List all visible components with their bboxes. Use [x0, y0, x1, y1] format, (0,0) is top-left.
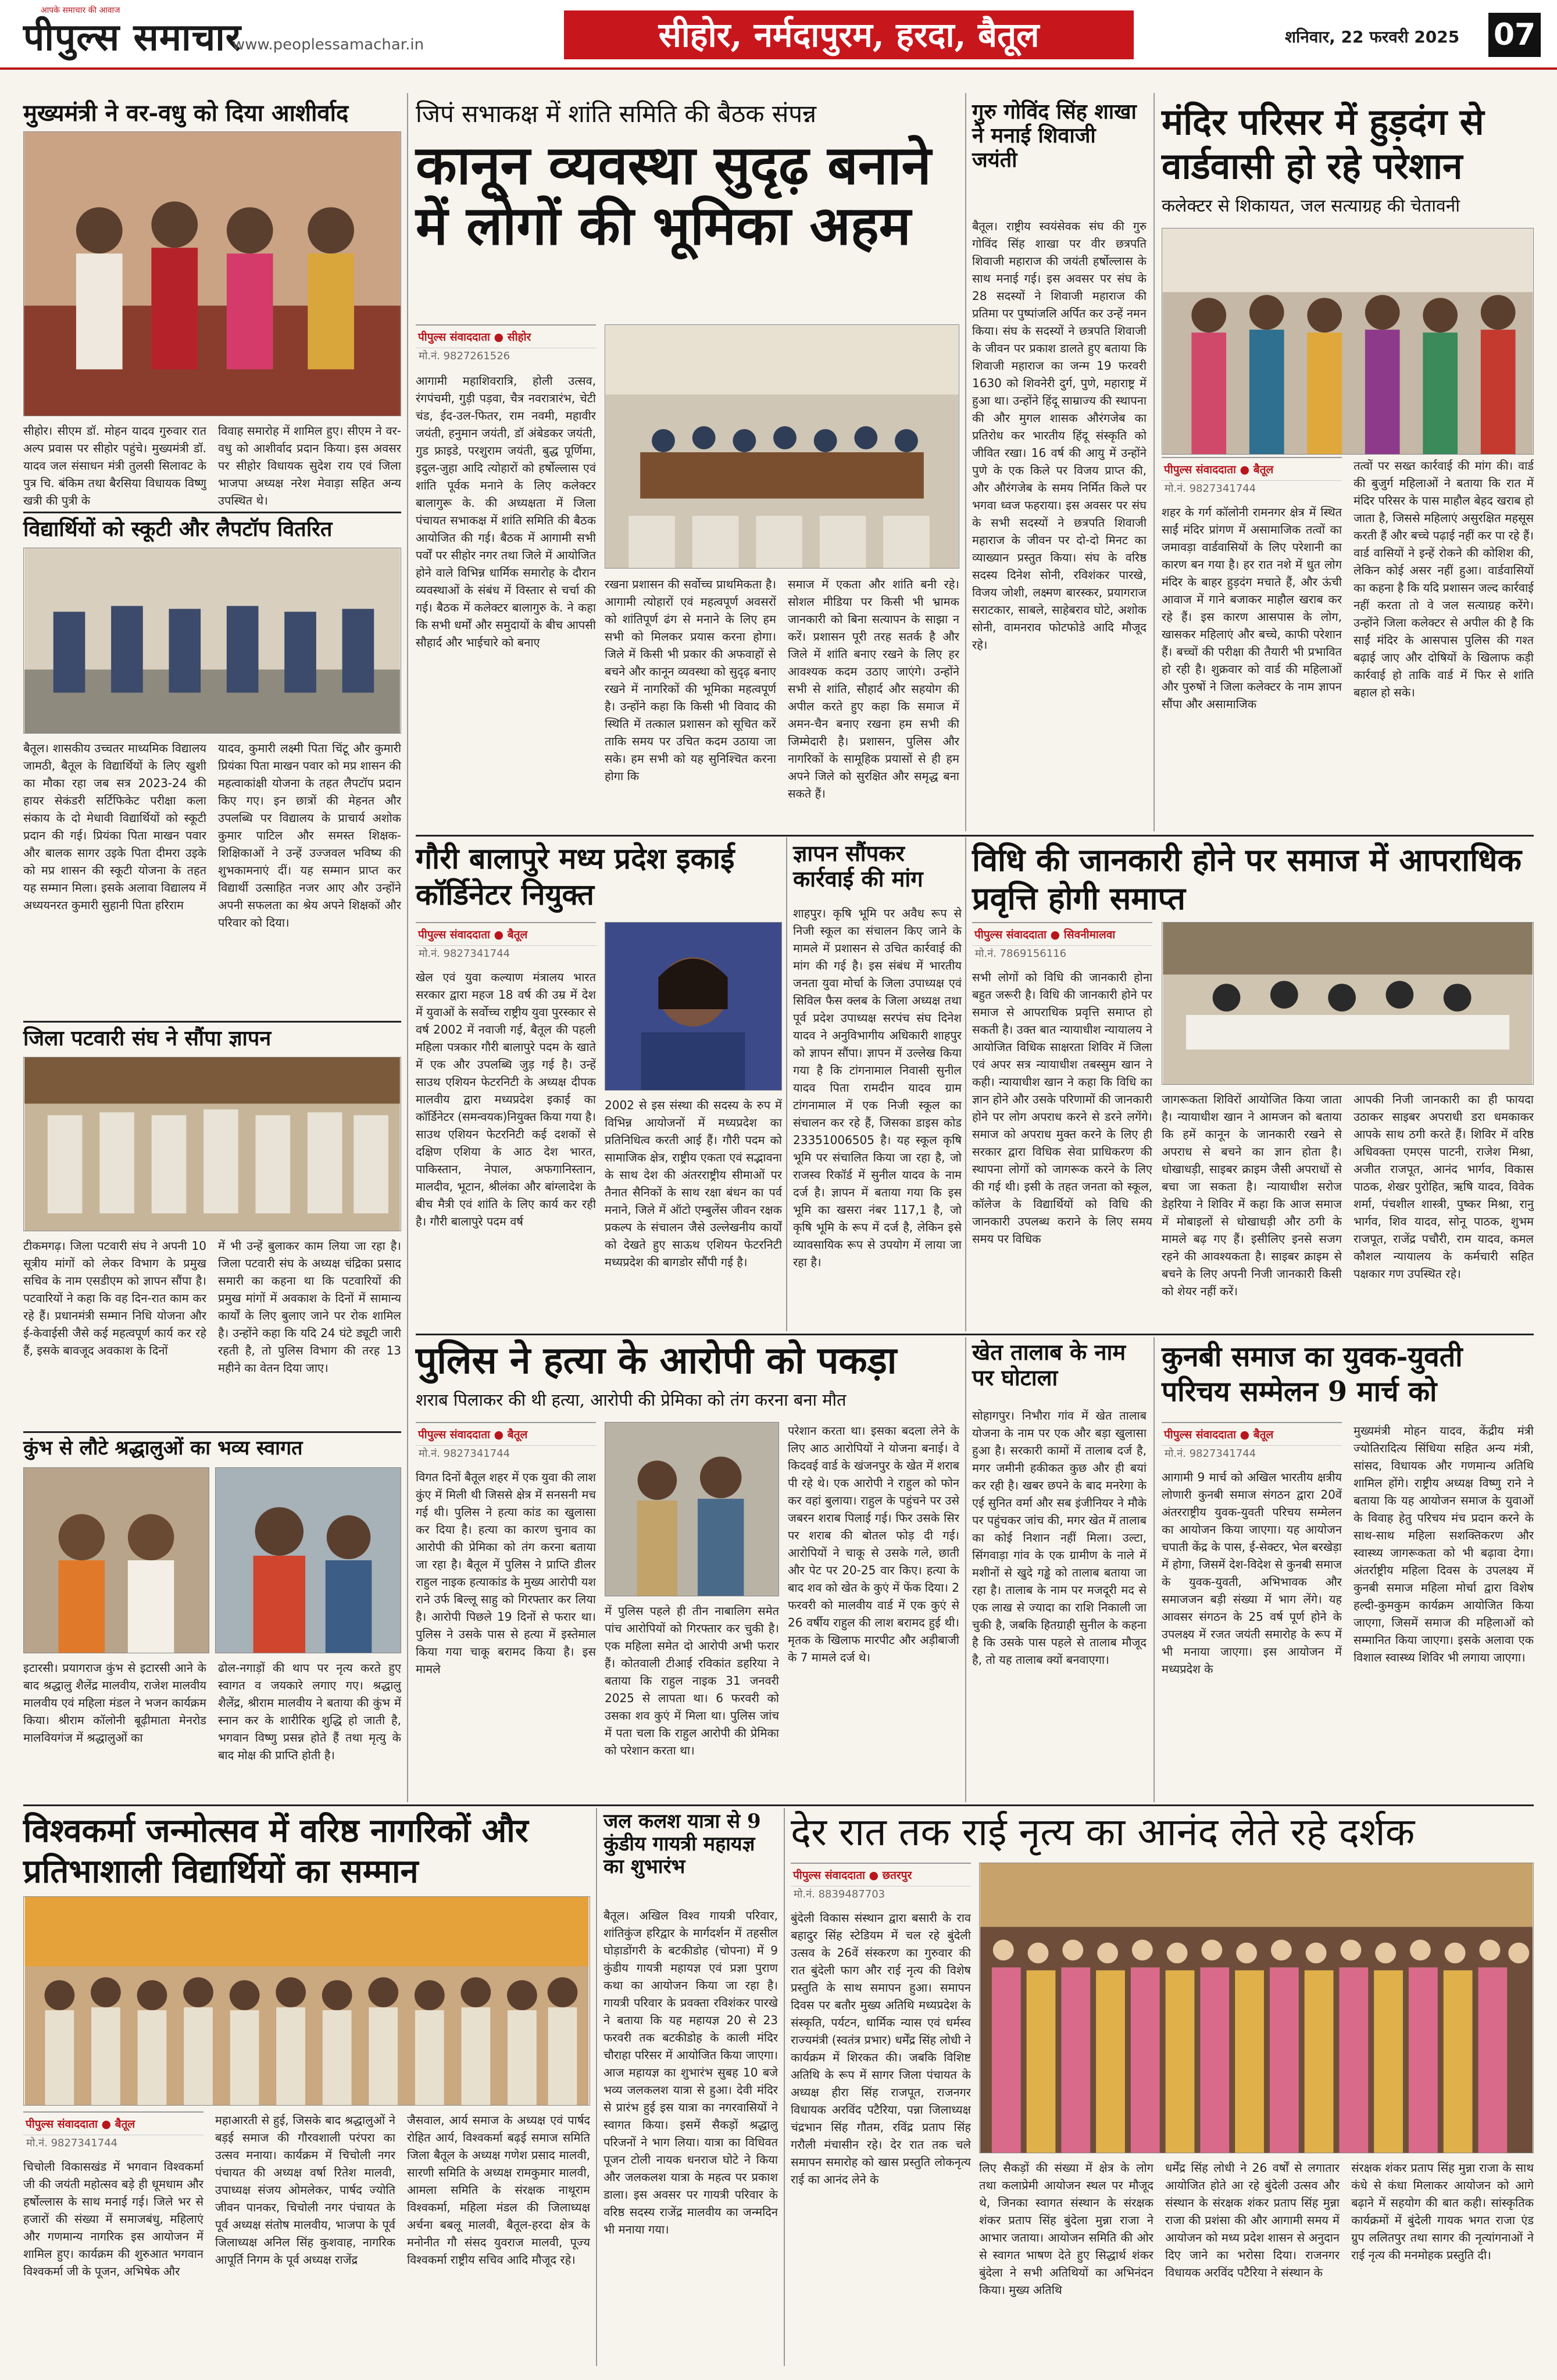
story-headline[interactable]: विधि की जानकारी होने पर समाज में आपराधिक प्रवृत्ति होगी समाप्त: [972, 841, 1522, 917]
story-subheadline: शराब पिलाकर की थी हत्या, आरोपी की प्रेमिका को तंग करना बना मौत: [416, 1390, 847, 1410]
photo-scooty-laptop: [23, 548, 401, 734]
story-kicker: जिपं सभाकक्ष में शांति समिति की बैठक संपन्न: [416, 99, 817, 128]
story-body: शाहपुर। कृषि भूमि पर अवैध रूप से निजी स्कूल का संचालन किए जाने के मामले में प्रशासन से उचित कार्रवाई की मांग की गई है। इस संबंध में भारतीय जनता युवा मोर्चा के जिला उपाध्यक्ष एवं सिविल फैस क्लब के जिला अध्यक्ष तथा पूर्व प्रदेश उपाध्यक्ष सरपंच संघ दिनेश यादव ने अनुविभागीय अधिकारी शाहपुर को ज्ञापन सौंपा। ज्ञापन में उल्लेख किया गया है कि टांगनामाल निवासी सुनील यादव पिता रामदीन यादव ग्राम टांगनामाल में एक निजी स्कूल का संचालन कर रहे हैं, जिसका डाइस कोड 23351006505 है। यह स्कूल कृषि भूमि पर संचालित किया जा रहा है, जो राजस्व रिकॉर्ड में सुनील यादव के नाम दर्ज है। ज्ञापन में बताया गया कि इस भूमि का खसरा नंबर 117,1 है, जो कृषि भूमि के रूप में दर्ज है, लेकिन इसे व्यावसायिक रूप से उपयोग में लाया जा रहा है।: [793, 906, 962, 1269]
byline-text: पीपुल्स संवाददाता ● बैतूल: [1164, 1428, 1274, 1441]
story-headline[interactable]: मुख्यमंत्री ने वर-वधु को दिया आशीर्वाद: [23, 99, 349, 127]
story-body: सीहोर। सीएम डॉ. मोहन यादव गुरुवार रात अल्प प्रवास पर सीहोर पहुंचे। मुख्यमंत्री डॉ. यादव जल संसाधन मंत्री तुलसी सिलावट के पुत्र चि. बंकिम तथा बैरसिया विधायक विष्णु खत्री की पुत्री के: [23, 424, 206, 508]
story-body: विवाह समारोह में शामिल हुए। सीएम ने वर-वधु को आशीर्वाद प्रदान किया। इस अवसर पर सीहोर विधायक सुदेश राय एवं जिला भाजपा अध्यक्ष नरेश मेवाड़ा सहित अन्य उपस्थित थे।: [218, 424, 401, 508]
newspaper-logo[interactable]: पीपुल्स समाचार: [23, 16, 241, 59]
story-headline[interactable]: खेत तालाब के नाम पर घोटाला: [972, 1339, 1126, 1391]
story-body: में भी उन्हें बुलाकर काम लिया जा रहा है। जिला पटवारी संघ के अध्यक्ष चंद्रिका प्रसाद समारी का कहना था कि पटवारियों की प्रमुख मांगों में अवकाश के दिनों में सामान्य कार्यों के लिए बुलाए जाने पर रोक शामिल है। उन्होंने कहा कि यदि 24 घंटे ड्यूटी जारी रहती है, तो पुलिस विभाग की तरह 13 महीने का वेतन दिया जाए।: [218, 1239, 401, 1375]
photo-gauri-balapure: [605, 922, 782, 1091]
photo-rai-dance-audience: [979, 1863, 1534, 2153]
story-headline[interactable]: पुलिस ने हत्या के आरोपी को पकड़ा: [416, 1339, 897, 1382]
byline: [416, 1422, 596, 1446]
story-body: रखना प्रशासन की सर्वोच्च प्राथमिकता है। आगामी त्योहारों एवं महत्वपूर्ण अवसरों को शांतिपूर्ण ढंग से मनाने के लिए हम सभी को मिलकर प्रयास करना होगा। जिले में किसी भी प्रकार की अफवाहों से बचने और कानून व्यवस्था को सुदृढ़ बनाए रखने में नागरिकों की भूमिका महत्वपूर्ण है। उन्होंने कहा कि किसी भी विवाद की स्थिति में तत्काल प्रशासन को सूचित करें ताकि समय पर उचित कदम उठाया जा सके। हम सभी को यह सुनिश्चित करना होगा कि: [605, 577, 776, 783]
story-body: इटारसी। प्रयागराज कुंभ से इटारसी आने के बाद श्रद्धालु शैलेंद्र मालवीय, राजेश मालवीय मालवीय एवं महिला मंडल ने भजन कार्यक्रम किया। श्रीराम कॉलोनी बूढ़ीमाता मेनरोड मालवियगंज में श्रद्धालुओं का: [23, 1661, 206, 1745]
photo-legal-camp: [1162, 922, 1534, 1085]
page-number: 07: [1488, 13, 1541, 57]
photo-women-complaint: [1162, 228, 1534, 455]
story-body: आगामी महाशिवरात्रि, होली उत्सव, रंगपंचमी, गुड़ी पड़वा, चैत्र नवरात्रारंभ, चेटी चंड, ईद-उल-फितर, राम नवमी, महावीर जयंती, हनुमान जयंती, डॉ अंबेडकर जयंती, गुड फ्राइडे, परशुराम जयंती, बुद्ध पूर्णिमा, इदुल-जुहा आदि त्योहारों को हर्षोल्लास एवं शांति पूर्वक मनाने के लिए कलेक्टर बालागुरू के. की अध्यक्षता में जिला पंचायत सभाकक्ष में शांति समिति की बैठक आयोजित की गई। बैठक में आगामी सभी पर्वों पर सीहोर नगर तथा जिले में आयोजित होने वाले विभिन्न धार्मिक समारोह के दौरान व्यवस्थाओं के संबंध में विस्तार से चर्चा की गई। बैठक में कलेक्टर बालागुरु के. ने कहा कि सभी धर्मों और समुदायों के बीच आपसी सौहार्द और भाईचारे को बनाए: [416, 374, 596, 649]
story-headline[interactable]: देर रात तक राई नृत्य का आनंद लेते रहे दर्शक: [791, 1810, 1415, 1854]
divider: [416, 835, 1534, 837]
byline-mobile: मो.नं. 9827261526: [419, 350, 510, 362]
story-body: आगामी 9 मार्च को अखिल भारतीय क्षत्रीय लोणारी कुनबी समाज संगठन द्वारा 20वें अंतरराष्ट्रीय युवक-युवती परिचय सम्मेलन का आयोजन किया जाएगा। यह आयोजन चपाती केंद्र के पास, ई-सेक्टर, भेल बरखेड़ा में होगा, जिसमें देश-विदेश से कुनबी समाज के युवक-युवती, अभिभावक और समाजजन बड़ी संख्या में भाग लेंगे। यह आवसर संगठन के 25 वर्ष पूर्ण होने के उपलक्ष्य में रजत जयंती समारोह के रूप में भी मनाया जाएगा। इस आयोजन में मध्यप्रदेश के: [1162, 1470, 1342, 1676]
photo-patwari-memo: [23, 1057, 401, 1231]
story-body: संरक्षक शंकर प्रताप सिंह मुन्ना राजा के साथ कंधे से कंधा मिलाकर आयोजन को आगे बढ़ाने में सहयोग की बात कही। सांस्कृतिक कार्यक्रमों में बुंदेली गायक भगत राजा एंड ग्रुप ललितपुर तथा सागर की नृत्यांगनाओं ने राई नृत्य की मनमोहक प्रस्तुति दी।: [1351, 2161, 1534, 2262]
story-body: शहर के गर्ग कॉलोनी रामनगर क्षेत्र में स्थित साईं मंदिर प्रांगण में असामाजिक तत्वों का जमावड़ा वार्डवासियों के लिए परेशानी का कारण बन गया है। हर रात नशे में धुत लोग मंदिर के बाहर हुड़दंग मचाते हैं, और ऊंची आवाज में गाने बजाकर माहौल खराब कर रहे हैं। इस कारण आसपास के लोग, खासकर महिलाएं और बच्चे, काफी परेशान हैं। बच्चों की परीक्षा की तैयारी भी प्रभावित हो रही है। शुक्रवार को वार्ड की महिलाओं और पुरुषों ने जिला कलेक्टर के नाम ज्ञापन सौंपा और असामाजिक: [1162, 505, 1342, 711]
byline: [972, 922, 1152, 946]
byline-mobile: मो.नं. 9827341744: [1165, 1448, 1256, 1460]
story-body: जैसवाल, आर्य समाज के अध्यक्ष एवं पार्षद रोहित आर्य, विश्वकर्मा बढ़ई समाज समिति जिला बैतूल के अध्यक्ष गणेश प्रसाद मालवी, सारणी समिति के अध्यक्ष रामकुमार मालवी, आमला समिति के संरक्षक नाथूराम विश्वकर्मा, महिला मंडल की जिलाध्यक्ष अर्चना बबलू मालवी, बैतूल-हरदा क्षेत्र के मनोनीत गौ संसद युवराज मालवी, पूज्य विश्वकर्मा राष्ट्रीय सचिव आदि मौजूद रहे।: [407, 2113, 590, 2267]
column-divider: [965, 837, 966, 1331]
story-body: विगत दिनों बैतूल शहर में एक युवा की लाश कुंए में मिली थी जिससे क्षेत्र में सनसनी मच गई थी। पुलिस ने हत्या कांड का खुलासा कर दिया है। हत्या का कारण चुनाव का आरोपी की प्रेमिका को तंग करना बताया जा रहा है। बैतूल में पुलिस ने प्राप्ति डीलर राहुल नाइक हत्याकांड के मुख्य आरोपी यश राने उर्फ बिल्लू साहु को गिरफ्तार कर लिया है। आरोपी पिछले 19 दिनों से फरार था। पुलिस ने उसके पास से हत्या में इस्तेमाल किया गया चाकू बरामद किया है। इस मामले: [416, 1470, 596, 1676]
story-headline[interactable]: कानून व्यवस्था सुदृढ़ बनाने में लोगों की भूमिका अहम: [416, 134, 931, 257]
photo-vishwakarma-felicitation: [23, 1896, 590, 2106]
column-divider: [407, 93, 408, 1802]
byline-text: पीपुल्स संवाददाता ● बैतूल: [1164, 463, 1274, 476]
byline-mobile: मो.नं. 9827341744: [419, 1448, 510, 1460]
story-body: बुंदेली विकास संस्थान द्वारा बसारी के राव बहादुर सिंह स्टेडियम में चल रहे बुंदेली उत्सव के 26वें संस्करण का गुरुवार की रात बुंदेली फाग और राई नृत्य की विशेष प्रस्तुति के साथ समापन हुआ। समापन दिवस पर बतौर मुख्य अतिथि मध्यप्रदेश के संस्कृति, पर्यटन, धार्मिक न्यास एवं धर्मस्व राज्यमंत्री (स्वतंत्र प्रभार) धर्मेंद्र सिंह लोधी ने कार्यक्रम में शिरकत की। जबकि विशिष्ट अतिथि के रूप में सागर जिला पंचायत के अध्यक्ष हीरा सिंह राजपूत, राजनगर विधायक अरविंद पटैरिया, पन्ना जिलाध्यक्ष चंद्रभान सिंह गौतम, रविंद्र प्रताप सिंह गरौली मंचासीन रहे। देर रात तक चले समापन समारोह को खास प्रस्तुति लोकनृत्य राई का आनंद लेने के: [791, 1911, 971, 2186]
byline-mobile: मो.नं. 9827341744: [1165, 483, 1256, 495]
photo-kumbh-devotees-1: [23, 1467, 209, 1653]
column-divider: [1154, 1337, 1155, 1802]
story-headline[interactable]: गौरी बालापुरे मध्य प्रदेश इकाई कॉर्डिनेटर नियुक्त: [416, 841, 735, 912]
story-body: सभी लोगों को विधि की जानकारी होना बहुत जरूरी है। विधि की जानकारी होने पर समाज से आपराधिक प्रवृत्ति समाप्त हो सकती है। उक्त बात न्यायाधीश न्यायालय ने आयोजित विधिक साक्षरता शिविर में जिला एवं अपर सत्र न्यायाधीश तबस्सुम खान ने कही। न्यायाधीश खान ने कहा कि विधि का ज्ञान होने और उसके परिणामों की जानकारी होने पर लोग अपराध करने से डरने लगेंगे। समाज को अपराध मुक्त करने के लिए ही सरकार द्वारा विधिक सेवा प्राधिकरण की स्थापना लोगों को जागरूक करने के लिए की गई थी। इसी के तहत जनता को स्कूल, कॉलेज के विद्यार्थियों को विधि की जानकारी उपलब्ध कराने के लिए समय समय पर विधिक: [972, 970, 1152, 1246]
divider: [23, 1431, 401, 1433]
divider: [23, 1021, 401, 1023]
story-body: जागरूकता शिविरों आयोजित किया जाता है। न्यायाधीश खान ने आमजन को बताया कि हमें कानून के जानकारी रखने से अपराध से बचने का ज्ञान होता है। धोखाधड़ी, साइबर क्राइम जैसी अपराधों से बचा जा सकता है। न्यायाधीश सरोज डेहरिया ने शिविर में कहा कि आज समाज में मोबाइलों से धोखाधड़ी और ठगी के मामले बढ़ गए हैं। इसीलिए इनसे सजग रहने की आवश्यकता है। साइबर क्राइम से बचने के लिए अपनी निजी जानकारी किसी को शेयर नहीं करें।: [1162, 1092, 1342, 1298]
story-body: चिचोली विकासखंड में भगवान विश्वकर्मा जी की जयंती महोत्सव बड़े ही धूमधाम और हर्षोल्लास के साथ मनाई गई। जिले भर से हजारों की संख्या में समाजबंधु, महिलाएं और गणमान्य नागरिक इस आयोजन में शामिल हुए। कार्यक्रम की शुरुआत भगवान विश्वकर्मा जी के पूजन, अभिषेक और: [23, 2160, 203, 2278]
story-body: बैतूल। अखिल विश्व गायत्री परिवार, शांतिकुंज हरिद्वार के मार्गदर्शन में तहसील घोड़ाडोंगरी के बटकीडोह (चोपना) में 9 कुंडीय गायत्री महायज्ञ एवं प्रज्ञा पुराण कथा का आयोजन किया जा रहा है। गायत्री परिवार के प्रवक्ता रविशंकर पारखे ने बताया कि यह महायज्ञ 20 से 23 फरवरी तक बटकीडोह के काली मंदिर चौराहा परिसर में आयोजित किया जाएगा। आज महायज्ञ का शुभारंभ सुबह 10 बजे भव्य जलकलश यात्रा से हुआ। देवी मंदिर से प्रारंभ हुई इस यात्रा का नगरवासियों ने स्वागत किया। इसमें सैकड़ों श्रद्धालु परिजनों ने भाग लिया। यात्रा का विधिवत पूजन टोली नायक धनराज घोटे ने किया और जलकलश यात्रा के महत्व पर प्रकाश डाला। इस अवसर पर गायत्री परिवार के वरिष्ठ सदस्य राजेंद्र मालवीय का जन्मदिन भी मनाया गया।: [603, 1909, 778, 2236]
story-body: सोहागपुर। निभौरा गांव में खेत तालाब योजना के नाम पर एक और बड़ा खुलासा हुआ है। सरकारी कामों में तालाब दर्ज है, मगर जमीनी हकीकत कुछ और ही बयां कर रही है। खबर छपने के बाद मनरेगा के एई सुनित वर्मा और सब इंजीनियर ने मौके पर पहुंचकर जांच की, मगर खेत में तालाब का कोई निशान नहीं मिला। उल्टा, सिंगवाड़ा गांव के एक ग्रामीण के नाले में मशीनों से खुदे गड्ढे को तालाब बताया जा रहा है। तालाब के नाम पर मजदूरी मद से एक लाख से ज्यादा का राशि निकाली जा चुकी है, जबकि हितग्राही सुनील के कहना है कि उसके पास पहले से तालाब मौजूद है, तो यह तालाब क्यों बनवाएगा।: [972, 1409, 1147, 1667]
story-headline[interactable]: मंदिर परिसर में हुड़दंग से वार्डवासी हो रहे परेशान: [1162, 101, 1484, 187]
byline: [23, 2111, 203, 2135]
story-body: परेशान करता था। इसका बदला लेने के लिए आठ आरोपियों ने योजना बनाई। वे किदवई वार्ड के खंजनपुर के खेत में शराब पी रहे थे। एक आरोपी ने राहुल को फोन कर वहां बुलाया। राहुल के पहुंचने पर उसे जबरन शराब पिलाई गई। फिर उसके सिर पर शराब की बोतल फोड़ दी गई। आरोपियों ने चाकू से उसके गले, छाती और पेट पर 20-25 वार किए। हत्या के बाद शव को खेत के कुएं में फेंक दिया। 2 फरवरी को मालवीय वार्ड में एक कुएं से 26 वर्षीय राहुल की लाश बरामद हुई थी। मृतक के खिलाफ मारपीट और अड़ीबाजी के 7 मामले दर्ज थे।: [788, 1424, 959, 1664]
photo-accused-with-police: [605, 1422, 779, 1596]
section-banner: सीहोर, नर्मदापुरम, हरदा, बैतूल: [564, 10, 1134, 59]
story-body: बैतूल। शासकीय उच्चतर माध्यमिक विद्यालय जामठी, बैतूल के विद्यार्थियों के लिए खुशी का मौका रहा जब सत्र 2023-24 की हायर सेकंडरी सर्टिफिकेट परीक्षा कला संकाय के दो मेधावी विद्यार्थियों को स्कूटी प्रदान की गई। प्रियंका पिता माखन पवार और बालक सागर उइके पिता दीमरा उइके को मप्र शासन की स्कूटी योजना के तहत यह सम्मान मिला। इसके अलावा विद्यालय में अध्ययनरत कुमारी सुहानी पिता हरिराम: [23, 741, 206, 912]
edition-date: शनिवार, 22 फरवरी 2025: [1285, 27, 1460, 47]
story-headline[interactable]: विश्वकर्मा जन्मोत्सव में वरिष्ठ नागरिकों और प्रतिभाशाली विद्यार्थियों का सम्मान: [23, 1811, 528, 1891]
website-link[interactable]: www.peoplessamachar.in: [233, 36, 424, 53]
story-body: लिए सैकड़ों की संख्या में क्षेत्र के लोग तथा कलाप्रेमी आयोजन स्थल पर मौजूद थे, जिनका स्वागत संस्थान के संरक्षक शंकर प्रताप सिंह बुंदेला मुन्ना राजा ने आभार जताया। आयोजन समिति की ओर से स्वागत भाषण देते हुए सिद्धार्थ शंकर बुंदेला ने सभी अतिथियों का अभिनंदन किया। मुख्य अतिथि: [979, 2161, 1154, 2297]
story-body: ढोल-नगाड़ों की थाप पर नृत्य करते हुए स्वागत व जयकारे लगाए गए। श्रद्धालु शैलेंद्र, श्रीराम मालवीय ने बताया की कुंभ में स्नान कर के शारीरिक शुद्धि हो जाती है, भगवान विष्णु प्रसन्न होते हैं तथा मृत्यु के बाद मोक्ष की प्राप्ति होती है।: [218, 1661, 401, 1762]
story-body: समाज में एकता और शांति बनी रहे। सोशल मीडिया पर किसी भी भ्रामक जानकारी को बिना सत्यापन के साझा न करें। प्रशासन पूरी तरह सतर्क है और जिले में शांति बनाए रखने के लिए हर आवश्यक कदम उठाए जाएंगे। उन्होंने सभी से शांति, सौहार्द और सहयोग की अपील करते हुए कहा कि समाज में अमन-चैन बनाए रखना हम सभी की जिम्मेदारी है। प्रशासन, पुलिस और नागरिकों के सामूहिक प्रयासों से ही हम अपने जिले को सुरक्षित और समृद्ध बना सकते हैं।: [788, 577, 959, 801]
byline-text: पीपुल्स संवाददाता ● छतरपुर: [793, 1869, 912, 1882]
byline-mobile: मो.नं. 9827341744: [419, 948, 510, 960]
photo-cm-wedding: [23, 131, 401, 416]
byline: [791, 1863, 971, 1886]
column-divider: [965, 93, 966, 831]
story-body: महाआरती से हुई, जिसके बाद श्रद्धालुओं ने बड़ई समाज की गौरवशाली परंपरा का उत्सव मनाया। कार्यक्रम में चिचोली नगर पंचायत की अध्यक्ष वर्षा रितेश मालवी, उपाध्यक्ष संजय ओमलेकर, पार्षद ज्योति जीवन पानकर, चिचोली नगर पंचायत के पूर्व अध्यक्ष संतोष मालवीय, भाजपा के पूर्व जिलाध्यक्ष अनिल सिंह कुशवाह, नागरिक आपूर्ति निगम के पूर्व अध्यक्ष राजेंद्र: [215, 2113, 395, 2267]
byline-text: पीपुल्स संवाददाता ● बैतूल: [26, 2118, 135, 2131]
byline: [1162, 1422, 1342, 1446]
photo-kumbh-devotees-2: [215, 1467, 401, 1653]
column-divider: [786, 837, 787, 1331]
divider: [416, 1334, 1534, 1335]
column-divider: [965, 1337, 966, 1802]
byline-mobile: मो.नं. 7869156116: [975, 948, 1067, 960]
story-headline[interactable]: ज्ञापन सौंपकर कार्रवाई की मांग: [793, 840, 923, 892]
story-body: यादव, कुमारी लक्ष्मी पिता चिंटू और कुमारी प्रियंका पिता माखन पवार को मप्र शासन की महत्वाकांक्षी योजना के तहत लैपटॉप प्रदान किए गए। इन छात्रों की मेहनत और उपलब्धि पर विद्यालय के प्राचार्य अशोक कुमार पाटिल और समस्त शिक्षक-शिक्षिकाओं ने उन्हें उज्जवल भविष्य की शुभकामनाएं दीं। यह सम्मान प्राप्त कर विद्यार्थी उत्साहित नजर आए और उन्होंने अपनी सफलता का श्रेय अपने शिक्षकों और परिवार को दिया।: [218, 741, 401, 930]
byline-mobile: मो.नं. 9827341744: [26, 2137, 118, 2149]
byline-text: पीपुल्स संवाददाता ● सीहोर: [418, 331, 531, 344]
story-headline[interactable]: जिला पटवारी संघ ने सौंपा ज्ञापन: [23, 1026, 272, 1050]
story-headline[interactable]: गुरु गोविंद सिंह शाखा ने मनाई शिवाजी जयंती: [972, 99, 1137, 172]
story-headline[interactable]: जल कलश यात्रा से 9 कुंडीय गायत्री महायज्ञ का शुभारंभ: [603, 1810, 761, 1879]
story-body: टीकमगढ़। जिला पटवारी संघ ने अपनी 10 सूत्रीय मांगों को लेकर विभाग के प्रमुख सचिव के नाम एसडीएम को ज्ञापन सौंपा है। पटवारियों ने कहा कि वह दिन-रात काम कर रहे हैं। प्रधानमंत्री सम्मान निधि योजना और ई-केवाईसी जैसे कई महत्वपूर्ण कार्य कर रहे हैं, इसके बावजूद अवकाश के दिनों: [23, 1239, 206, 1357]
byline-text: पीपुल्स संवाददाता ● सिवनीमालवा: [974, 928, 1116, 941]
story-headline[interactable]: कुनबी समाज का युवक-युवती परिचय सम्मेलन 9 मार्च को: [1162, 1341, 1463, 1408]
masthead-tagline: आपके समाचार की आवाज: [41, 6, 120, 15]
story-body: खेल एवं युवा कल्याण मंत्रालय भारत सरकार द्वारा महज 18 वर्ष की उम्र में देश में युवाओं के सर्वोच्च राष्ट्रीय युवा पुरस्कार से वर्ष 2002 में नवाजी गई, बैतूल की पहली महिला पत्रकार गौरी बालापुरे पदम के खाते में एक और उपलब्धि जुड़ गई है। उन्हें साउथ एशियन फेटरनिटी के अध्यक्ष दीपक मालवीय द्वारा मध्यप्रदेश इकाई का कॉर्डिनेटर (समन्वयक)नियुक्त किया गया है। साउथ एशियन फेटरनिटी कई दशकों से दक्षिण एशिया के आठ देश भारत, पाकिस्तान, नेपाल, अफगानिस्तान, मालदीव, भूटान, श्रीलंका और बांग्लादेश के बीच मैत्री एवं शांति के लिए कार्य कर रही है। गौरी बालापुरे पदम वर्ष: [416, 970, 596, 1228]
story-body: मुख्यमंत्री मोहन यादव, केंद्रीय मंत्री ज्योतिरादित्य सिंधिया सहित अन्य मंत्री, सांसद, विधायक और गणमान्य अतिथि शामिल होंगे। राष्ट्रीय अध्यक्ष विष्णु राने ने बताया कि यह आयोजन समाज के युवाओं के विवाह हेतु परिचय मंच प्रदान करने के साथ-साथ महिला सशक्तिकरण और स्वास्थ्य जागरूकता को भी बढ़ावा देगा। अंतर्राष्ट्रीय महिला दिवस के उपलक्ष्य में कुनबी समाज महिला मोर्चा द्वारा विशेष हल्दी-कुमकुम कार्यक्रम आयोजित किया जाएगा, जिसमें समाज की महिलाओं को सम्मानित किया जाएगा। इसके अलावा एक विशाल स्वास्थ्य शिविर भी लगाया जाएगा।: [1354, 1424, 1534, 1664]
story-body: 2002 से इस संस्था की सदस्य के रुप में विभिन्न आयोजनों में मध्यप्रदेश का प्रतिनिधित्व करती आई हैं। गौरी पदम को सामाजिक क्षेत्र, राष्ट्रीय एकता एवं सद्भावना के साथ देश की अंतरराष्ट्रीय सीमाओं पर तैनात सैनिकों के साथ रक्षा बंधन का पर्व मनाने, जिले में ऑटो एम्बुलेंस जीवन रक्षक प्रकल्प के संचालन जैसे उल्लेखनीय कार्यों को देखते हुए साऊथ एशियन फेटरनिटी मध्यप्रदेश की बागडोर सौंपी गई है।: [605, 1098, 782, 1269]
byline-mobile: मो.नं. 8839487703: [794, 1888, 885, 1900]
story-body: तत्वों पर सख्त कार्रवाई की मांग की। वार्ड की बुजुर्ग महिलाओं ने बताया कि रात में मंदिर परिसर के पास माहौल बेहद खराब हो जाता है, जिससे महिलाएं असुरक्षित महसूस करती हैं और बच्चे पढ़ाई नहीं कर पा रहे हैं। वार्ड वासियों ने इन्हें रोकने की कोशिश की, लेकिन कोई असर नहीं हुआ। वार्डवासियों का कहना है कि यदि प्रशासन जल्द कार्रवाई नहीं करता तो वे जल सत्याग्रह करेंगे। उन्होंने जिला कलेक्टर से अपील की है कि साईं मंदिर के आसपास पुलिस की गश्त बढ़ाई जाए और दोषियों के खिलाफ कड़ी कार्रवाई हो ताकि वार्ड में फिर से शांति बहाल हो सके।: [1354, 459, 1534, 699]
column-divider: [1154, 93, 1155, 831]
story-headline[interactable]: विद्यार्थियों को स्कूटी और लैपटॉप वितरित: [23, 517, 333, 541]
story-body: बैतूल। राष्ट्रीय स्वयंसेवक संघ की गुरु गोविंद सिंह शाखा पर वीर छत्रपति शिवाजी महाराज की जयंती हर्षोल्लास के साथ मनाई गई। इस अवसर पर संघ के 28 सदस्यों ने शिवाजी महाराज की प्रतिमा पर पुष्पांजलि अर्पित कर उन्हें नमन किया। संघ के सदस्यों ने छत्रपति शिवाजी के जीवन पर प्रकाश डालते हुए बताया कि शिवाजी महाराज का जन्म 19 फरवरी 1630 को शिवनेरी दुर्ग, पुणे, महाराष्ट्र में हुआ था। उन्होंने हिंदू साम्राज्य की स्थापना की और मुगल शासक औरंगजेब का प्रतिरोध कर भारतीय हिंदू संस्कृति को जीवित रखा। 16 वर्ष की आयु में उन्होंने पुणे के एक किले पर विजय प्राप्त की, और औरंगजेब के समय निर्मित किले पर भगवा ध्वज फहराया। इस अवसर पर संघ के सभी सदस्यों ने छत्रपति शिवाजी महाराज के जीवन पर दो-दो मिनट का व्याख्यान प्रस्तुत किया। संघ के वरिष्ठ सदस्य दिनेश सोनी, रविशंकर पारखे, विजय जोशी, लक्ष्मण बारस्कर, प्रयागराज सराटकार, साबले, साहेबराव घोटे, अशोक सोनी, वामनराव फोटफोडे आदि मौजूद रहे।: [972, 219, 1147, 652]
byline: [1162, 457, 1342, 481]
story-body: में पुलिस पहले ही तीन नाबालिग समेत पांच आरोपियों को गिरफ्तार कर चुकी है। एक महिला समेत दो आरोपी अभी फरार हैं। कोतवाली टीआई रविकांत डहरिया ने बताया कि राहुल नाइक 31 जनवरी 2025 से लापता था। 6 फरवरी को उसका शव कुएं में मिला था। पुलिस जांच में पता चला कि राहुल आरोपी की प्रेमिका को परेशान करता था।: [605, 1604, 779, 1757]
divider: [23, 1804, 1534, 1806]
byline: [416, 922, 596, 946]
column-divider: [784, 1808, 785, 2366]
story-headline[interactable]: कुंभ से लौटे श्रद्धालुओं का भव्य स्वागत: [23, 1436, 303, 1460]
column-divider: [596, 1808, 597, 2366]
byline: [416, 324, 596, 348]
story-body: आपकी निजी जानकारी का ही फायदा उठाकर साइबर अपराधी डरा धमकाकर आपके साथ ठगी करते हैं। शिविर में वरिष्ठ अधिवक्ता एमएस पाटनी, राजेश मिश्रा, अजीत राजपूत, आनंद भार्गव, विकास पाठक, शेखर पुरोहित, ऋषि यादव, विवेक शर्मा, पंचशील शास्त्री, पुष्कर मिश्रा, रानु भार्गव, शिव यादव, सोनू पाठक, शुभम राजपूत, राजेंद्र पचौरी, राम यादव, कमल कौशल न्यायालय के कर्मचारी सहित पक्षकार गण उपस्थित रहे।: [1354, 1092, 1534, 1281]
story-subheadline: कलेक्टर से शिकायत, जल सत्याग्रह की चेतावनी: [1162, 196, 1460, 216]
story-body: धर्मेंद्र सिंह लोधी ने 26 वर्षों से लगातार आयोजित होते आ रहे बुंदेली उत्सव और संस्थान के संरक्षक शंकर प्रताप सिंह मुन्ना राजा की प्रशंसा की और आगामी समय में आयोजन को मध्य प्रदेश शासन से अनुदान दिए जाने का भरोसा दिया। राजनगर विधायक अरविंद पटैरिया ने संस्थान के: [1165, 2161, 1340, 2279]
byline-text: पीपुल्स संवाददाता ● बैतूल: [418, 1428, 528, 1441]
byline-text: पीपुल्स संवाददाता ● बैतूल: [418, 928, 528, 941]
photo-peace-committee-meeting: [605, 324, 959, 569]
divider: [23, 512, 401, 513]
